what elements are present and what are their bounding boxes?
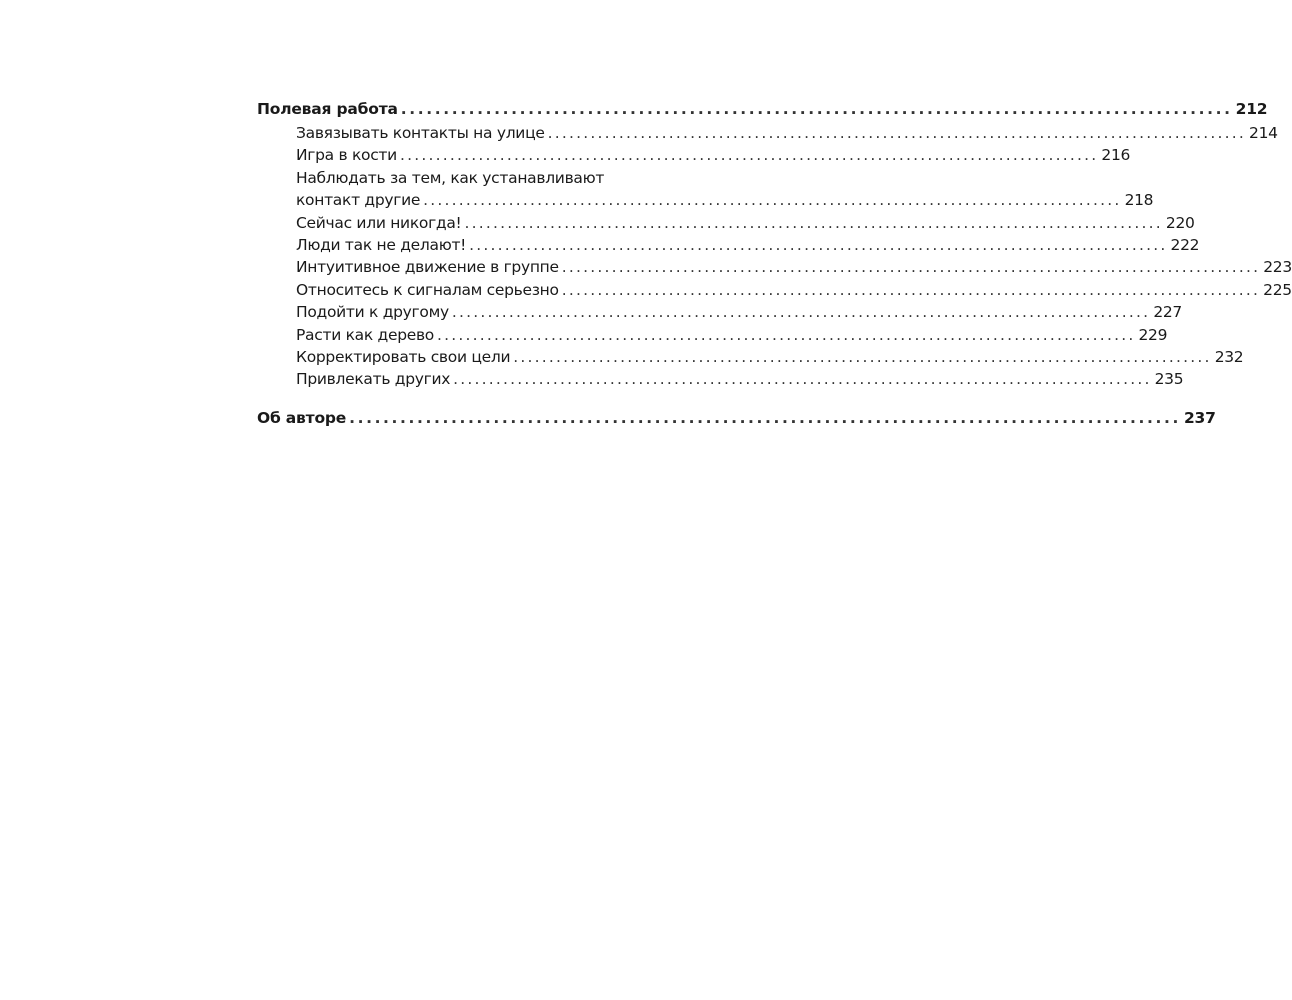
toc-item-title: Относитесь к сигналам серьезно <box>296 280 559 299</box>
dot-leader: .................................................................................................. <box>400 100 1233 118</box>
toc-item[interactable] <box>257 324 1168 346</box>
table-of-contents <box>257 97 1292 430</box>
dot-leader: .................................................................................................. <box>561 258 1261 277</box>
toc-item-title: Люди так не делают! <box>296 236 467 255</box>
toc-page-number: 212 <box>1235 100 1268 118</box>
toc-section-title: Полевая работа <box>257 100 398 118</box>
toc-item-multiline[interactable] <box>257 167 1154 212</box>
dot-leader: .................................................................................................. <box>464 213 1163 232</box>
toc-page-number: 220 <box>1165 213 1195 232</box>
toc-item[interactable] <box>257 144 1131 166</box>
toc-item[interactable] <box>257 212 1195 234</box>
toc-item-title: Подойти к другому <box>296 303 449 322</box>
dot-leader: .................................................................................................. <box>437 325 1136 344</box>
toc-item-title: Сейчас или никогда! <box>296 213 462 232</box>
dot-leader: .................................................................................................. <box>399 146 1099 165</box>
toc-item-last-line <box>257 189 1154 211</box>
dot-leader: .................................................................................................. <box>469 236 1168 255</box>
toc-item[interactable] <box>257 279 1292 301</box>
dot-leader: .................................................................................................. <box>513 348 1212 367</box>
dot-leader: .................................................................................................. <box>453 370 1152 389</box>
toc-item-title: Интуитивное движение в группе <box>296 258 559 277</box>
toc-item[interactable] <box>257 122 1278 144</box>
toc-section-field-work[interactable] <box>257 97 1268 121</box>
toc-page-number: 222 <box>1170 236 1200 255</box>
toc-item-title-line2: контакт другие <box>296 191 421 210</box>
toc-page-number: 235 <box>1154 370 1184 389</box>
dot-leader: .................................................................................................. <box>561 280 1261 299</box>
toc-item-title: Игра в кости <box>296 146 397 165</box>
toc-item[interactable] <box>257 346 1244 368</box>
toc-item[interactable] <box>257 256 1292 278</box>
toc-item[interactable] <box>257 368 1184 390</box>
toc-page-number: 223 <box>1263 258 1292 277</box>
dot-leader: .................................................................................................. <box>423 191 1122 210</box>
toc-item-title: Корректировать свои цели <box>296 348 511 367</box>
toc-page-number: 237 <box>1183 408 1216 427</box>
toc-item-title-line1: Наблюдать за тем, как устанавливают <box>296 168 605 187</box>
toc-page-number: 218 <box>1124 191 1154 210</box>
toc-section-title: Об авторе <box>257 408 347 427</box>
toc-item[interactable] <box>257 234 1200 256</box>
toc-item-title: Завязывать контакты на улице <box>296 124 545 142</box>
toc-item-title: Привлекать других <box>296 370 451 389</box>
toc-page-number: 227 <box>1153 303 1182 322</box>
dot-leader: .................................................................................................. <box>349 408 1181 427</box>
toc-page-number: 214 <box>1249 124 1278 142</box>
toc-section-about-author[interactable] <box>257 406 1216 430</box>
toc-item-title: Расти как дерево <box>296 325 434 344</box>
dot-leader: .................................................................................................. <box>547 124 1247 142</box>
toc-page-number: 225 <box>1263 280 1292 299</box>
toc-page-number: 229 <box>1138 325 1168 344</box>
toc-page-number: 232 <box>1214 348 1244 367</box>
toc-item[interactable] <box>257 301 1182 323</box>
dot-leader: .................................................................................................. <box>451 303 1151 322</box>
toc-page-number: 216 <box>1101 146 1131 165</box>
